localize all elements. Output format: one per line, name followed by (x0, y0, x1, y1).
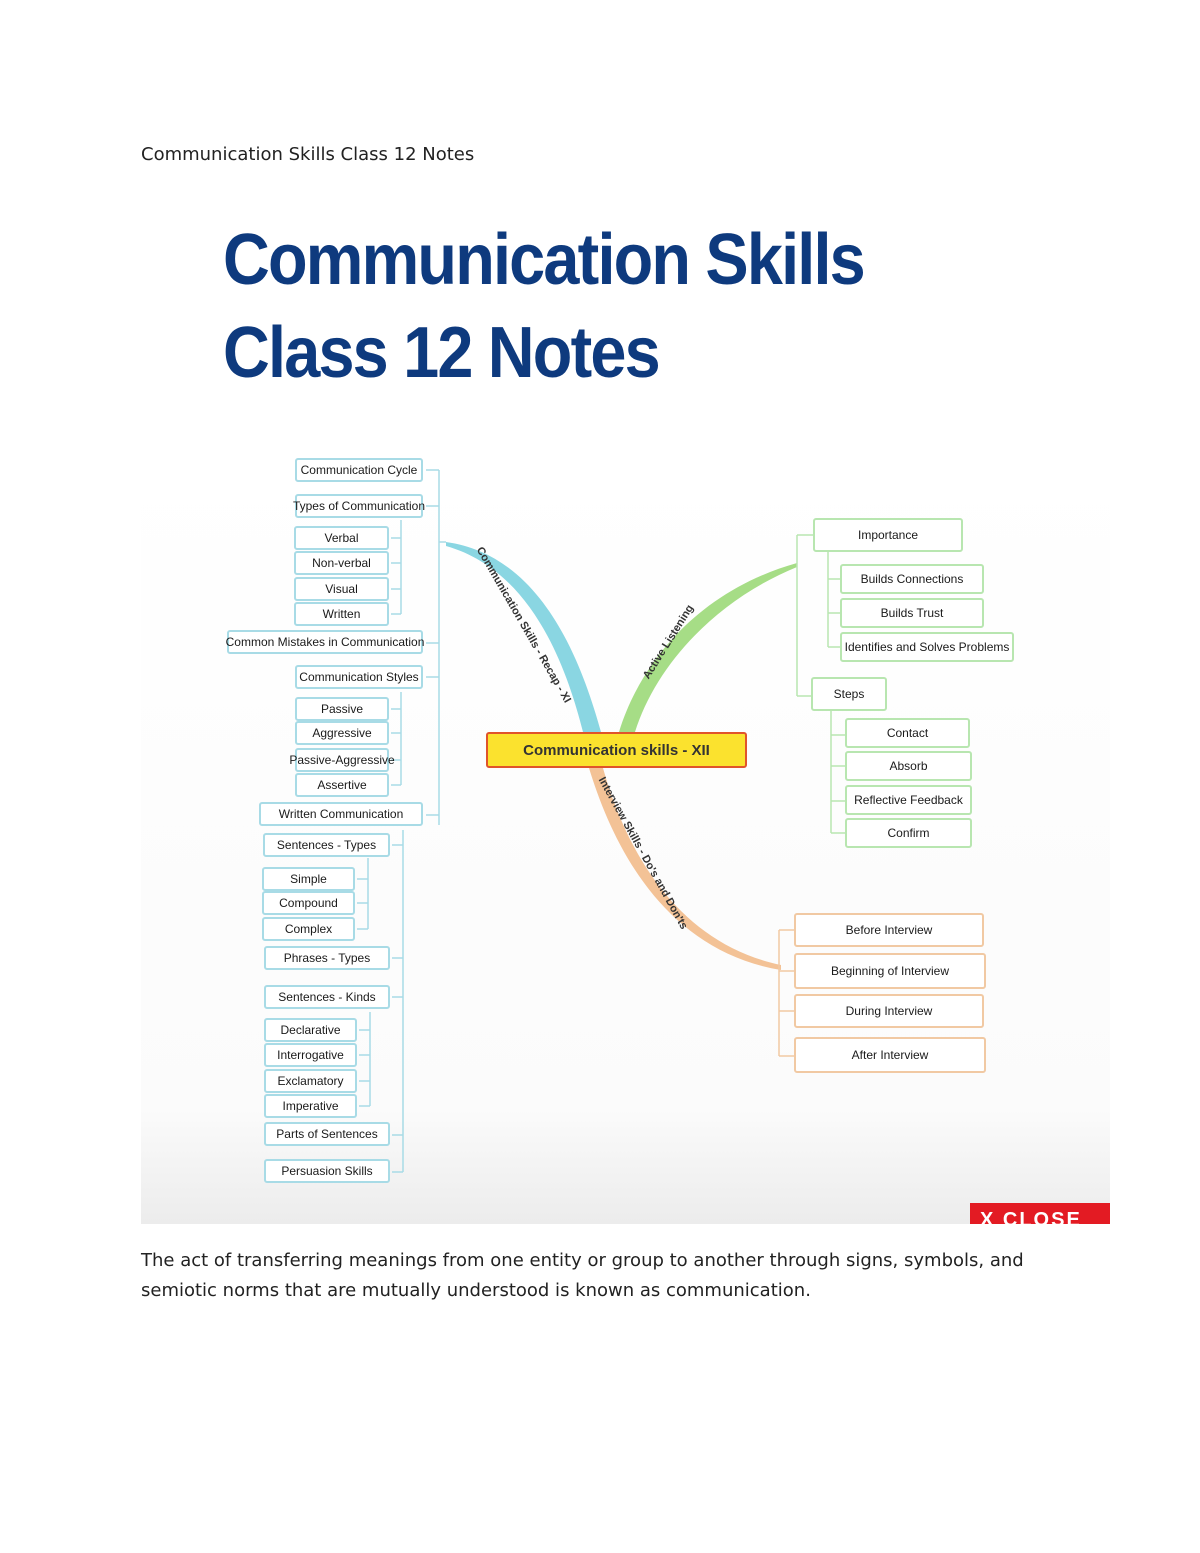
node-importance: Importance (813, 518, 963, 552)
node-compound: Compound (262, 891, 355, 915)
close-badge[interactable]: X CLOSE (970, 1203, 1110, 1224)
node-identifies-problems: Identifies and Solves Problems (840, 632, 1014, 662)
node-steps: Steps (811, 677, 887, 711)
node-parts-of-sentences: Parts of Sentences (264, 1122, 390, 1146)
node-verbal: Verbal (294, 526, 389, 550)
document-title: Communication Skills Class 12 Notes (141, 144, 475, 165)
node-declarative: Declarative (264, 1018, 357, 1042)
mindmap-figure (141, 188, 1110, 1231)
node-builds-connections: Builds Connections (840, 564, 984, 594)
node-aggressive: Aggressive (295, 721, 389, 745)
node-persuasion-skills: Persuasion Skills (264, 1159, 390, 1183)
node-absorb: Absorb (845, 751, 972, 781)
node-complex: Complex (262, 917, 355, 941)
node-written: Written (294, 602, 389, 626)
listening-branch-label: Active Listening (640, 602, 697, 682)
interview-branch-label: Interview Skills - Do's and Don'ts (595, 775, 690, 932)
node-phrases-types: Phrases - Types (264, 946, 390, 970)
mindmap (141, 460, 1110, 1224)
node-passive-aggressive: Passive-Aggressive (295, 748, 389, 772)
node-common-mistakes: Common Mistakes in Communication (227, 630, 423, 654)
node-passive: Passive (295, 697, 389, 721)
node-written-communication: Written Communication (259, 802, 423, 826)
node-sentences-kinds: Sentences - Kinds (264, 985, 390, 1009)
listening-branch-curve (619, 563, 797, 732)
node-communication-styles: Communication Styles (295, 665, 423, 689)
node-non-verbal: Non-verbal (294, 551, 389, 575)
recap-branch-label: Communication Skills - Recap - XI (473, 545, 574, 706)
node-reflective-feedback: Reflective Feedback (845, 785, 972, 815)
node-during-interview: During Interview (794, 994, 984, 1028)
node-interrogative: Interrogative (264, 1043, 357, 1067)
node-communication-cycle: Communication Cycle (295, 458, 423, 482)
node-contact: Contact (845, 718, 970, 748)
node-simple: Simple (262, 867, 355, 891)
node-beginning-of-interview: Beginning of Interview (794, 953, 986, 989)
node-builds-trust: Builds Trust (840, 598, 984, 628)
node-sentences-types: Sentences - Types (263, 833, 390, 857)
central-node: Communication skills - XII (486, 732, 747, 768)
interview-connectors (779, 930, 794, 1056)
body-paragraph: The act of transferring meanings from one entity or group to another through signs, symbols, and semiotic norms that are mutually understood is known as communication. (141, 1250, 1024, 1301)
node-imperative: Imperative (264, 1094, 357, 1118)
figure-headline: Communication Skills Class 12 Notes (223, 220, 864, 393)
node-confirm: Confirm (845, 818, 972, 848)
node-after-interview: After Interview (794, 1037, 986, 1073)
node-assertive: Assertive (295, 773, 389, 797)
node-visual: Visual (294, 577, 389, 601)
node-before-interview: Before Interview (794, 913, 984, 947)
node-exclamatory: Exclamatory (264, 1069, 357, 1093)
node-types-of-communication: Types of Communication (295, 494, 423, 518)
